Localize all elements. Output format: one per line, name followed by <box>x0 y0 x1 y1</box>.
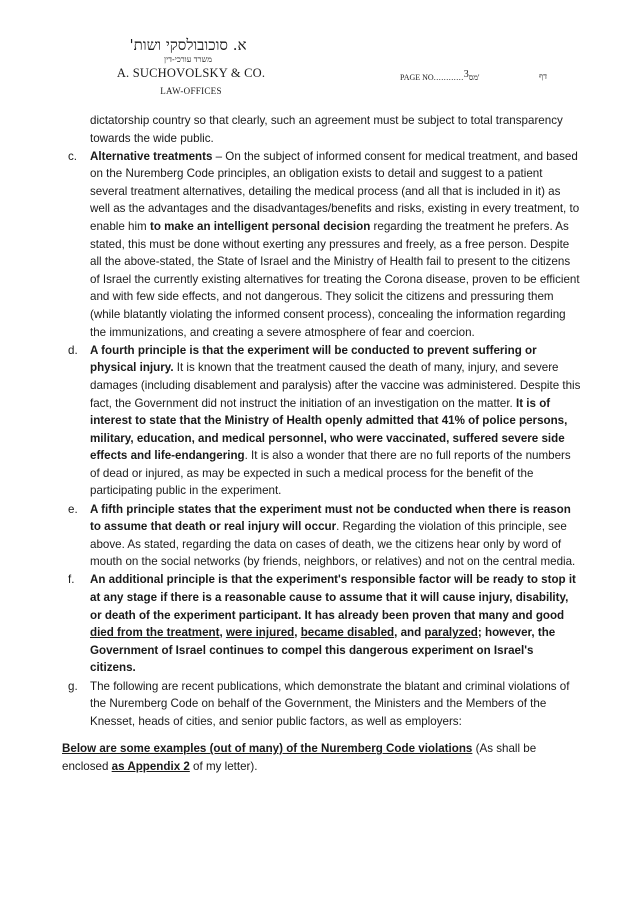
page-number-field: PAGE NO............3מס' <box>400 69 480 82</box>
closing-paragraph: Below are some examples (out of many) of the Nuremberg Code violations (As shall be enclosed as Appendix 2 of my letter). <box>62 742 537 773</box>
letter-body <box>62 112 582 776</box>
page-label: PAGE NO <box>400 73 434 82</box>
item-marker: f. <box>68 573 75 587</box>
item-marker: d. <box>68 343 78 357</box>
page-number: 3 <box>463 69 469 80</box>
item-e: e. A fifth principle states that the experiment must not be conducted when there is reason to assume that death or real injury will occur. Regarding the violation of this principle, see above. As stated, regarding the data on cases of death, we the citizens hear only by word of mouth on the social networks (by friends, neighbors, or relatives) and not on the central media. <box>68 502 576 569</box>
letterhead-hebrew-office: משרד עורכי-דין <box>164 55 212 64</box>
page-hebrew-label: דף <box>539 72 547 81</box>
item-marker: g. <box>68 679 78 693</box>
item-marker: c. <box>68 149 78 163</box>
letterhead-office-type: LAW-OFFICES <box>160 86 222 96</box>
item-g: g. The following are recent publications, which demonstrate the blatant and criminal violations of the Nuremberg Code on behalf of the Government, the Ministers and the Members of the Knesset, heads of cities, and senior public factors, as well as employers: <box>68 679 570 728</box>
letterhead-firm-name: A. SUCHOVOLSKY & CO. <box>116 66 266 80</box>
page-hebrew-suffix: מס' <box>468 73 480 82</box>
letterhead-hebrew-name: א. סוכובולסקי ושות' <box>129 36 247 54</box>
item-d: d. A fourth principle is that the experiment will be conducted to prevent suffering or physical injury. It is known that the treatment caused the death of many, injury, and severe damages (including disablement and paralysis) after the vaccine was administered. Despite this fact, the Government did not instruct the initiation of an investigation on the matter. It is of interest to state that the Ministry of Health openly admitted that 41% of police persons, military, education, and medical personnel, who were vaccinated, suffered severe side effects and life-endangering. It is also a wonder that there are no full reports of the numbers of dead or injured, as may be expected in such a medical process for the benefit of the participating public in the experiment. <box>68 343 581 498</box>
item-marker: e. <box>68 502 78 516</box>
item-f: f. An additional principle is that the experiment's responsible factor will be ready to stop it at any stage if there is a reasonable cause to assume that it will cause injury, disability, or death of the experiment participant. It has already been proven that many and good died from the treatment, were injured, became disabled, and paralyzed; however, the Government of Israel continues to compel this dangerous experiment on Israel's citizens. <box>68 573 576 675</box>
item-c: c. Alternative treatments – On the subject of informed consent for medical treatment, and based on the Nuremberg Code principles, an obligation exists to detail and suggest to a patient several treatment alternatives, detailing the medical process (and all that is included in it) as well as the advantages and the disadvantages/benefits and risks, existing in every treatment, to enable him to make an intelligent personal decision regarding the treatment he prefers. As stated, this must be done without exerting any pressures and freely, as a free person. Despite all the above-stated, the State of Israel and the Ministry of Health fail to present to the citizens of Israel the currently existing alternatives for treating the Corona disease, proven to be efficient and with few side effects, and not dangerous. They solicit the citizens and pressuring them (while blatantly violating the informed consent process), concealing the information regarding the immunizations, and creating a severe atmosphere of fear and coercion. <box>68 149 580 339</box>
intro-paragraph: dictatorship country so that clearly, such an agreement must be subject to total transparency towards the wide public. <box>90 114 563 145</box>
